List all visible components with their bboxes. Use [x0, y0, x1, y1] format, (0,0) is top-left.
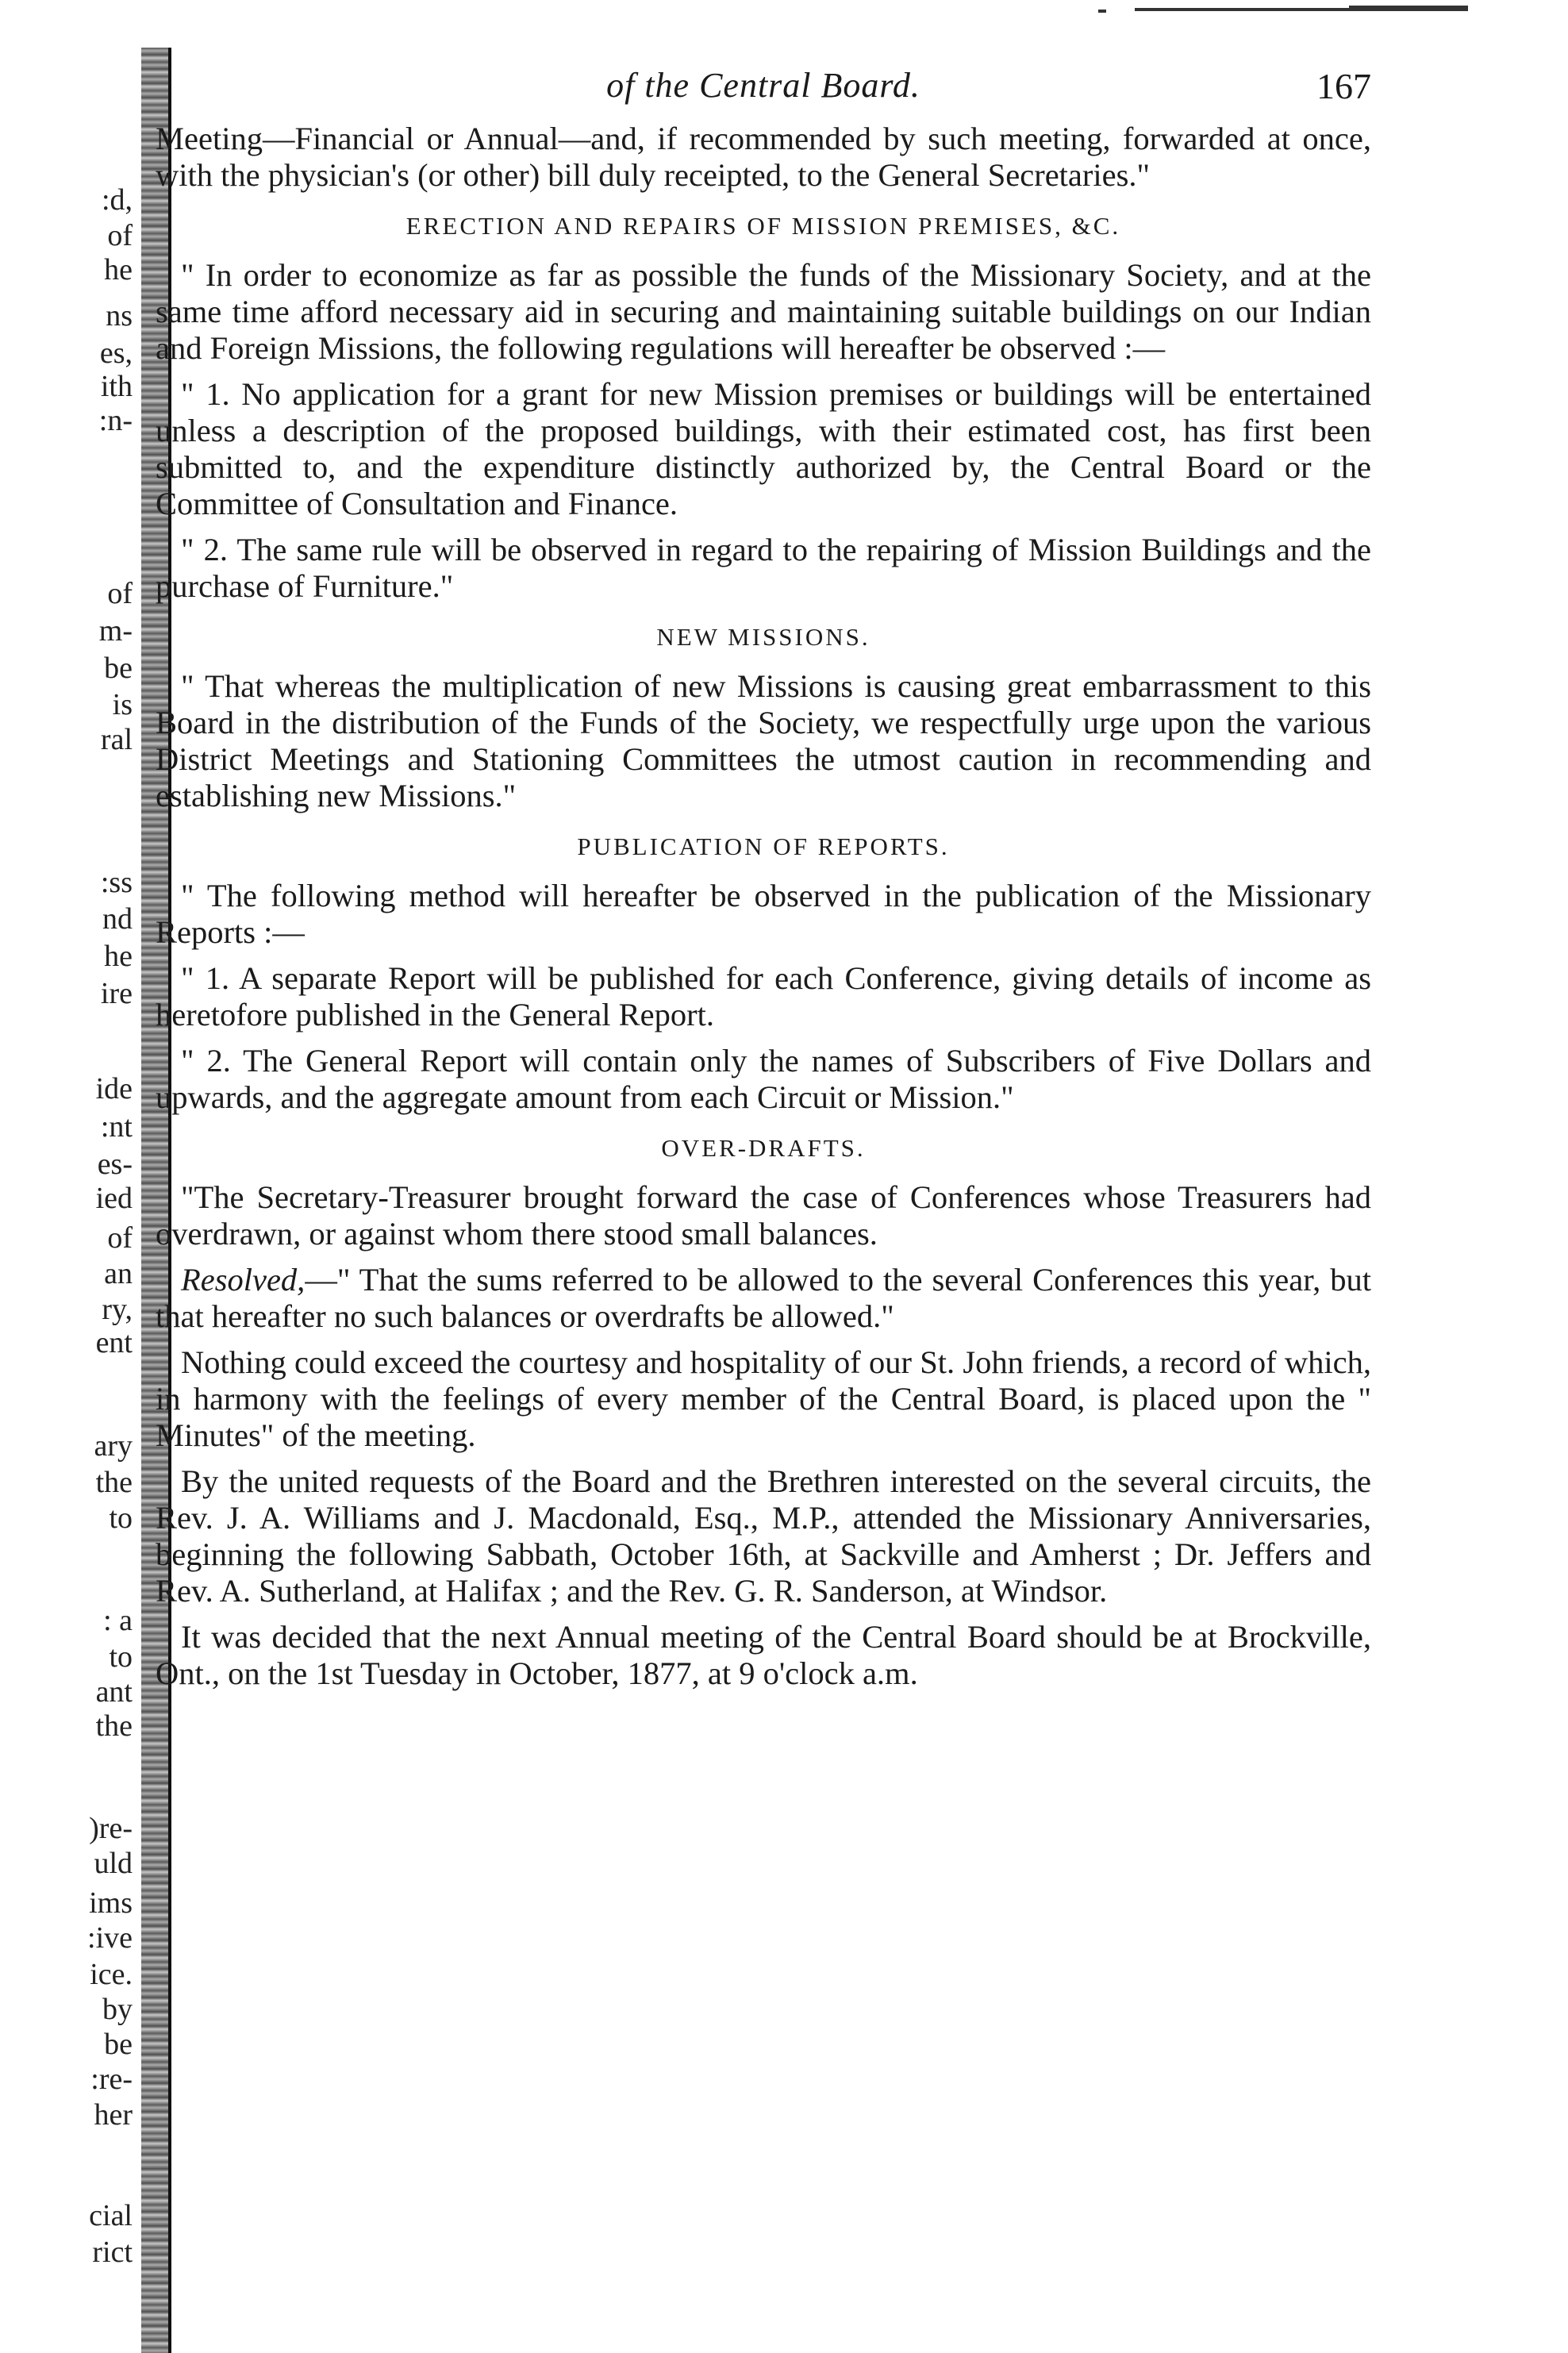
- paragraph: Nothing could exceed the courtesy and hospitality of our St. John friends, a record of which, in harmony with the feelings of every member of the Central Board, is placed upon the " Minutes" of the meeting.: [156, 1344, 1371, 1453]
- section-heading: ERECTION AND REPAIRS OF MISSION PREMISES, &C.: [405, 212, 1121, 240]
- resolved-lead: Resolved,: [181, 1262, 306, 1298]
- fragment: to: [109, 1501, 133, 1535]
- fragment: :d,: [101, 183, 133, 217]
- running-head: [156, 65, 1371, 121]
- paragraph: "The Secretary-Treasurer brought forward the case of Conferences whose Treasurers had overdrawn, or against whom there stood small balances.: [156, 1179, 1371, 1251]
- fragment: ral: [100, 723, 133, 756]
- running-head-title: of the Central Board.: [606, 66, 920, 105]
- paragraph: " 2. The General Report will contain only the names of Subscribers of Five Dollars and upwards, and the aggregate amount from each Circuit or Mission.": [156, 1043, 1371, 1115]
- fragment: ims: [89, 1886, 133, 1920]
- paragraph: " 2. The same rule will be observed in regard to the repairing of Mission Buildings and the purchase of Furniture.": [156, 532, 1371, 604]
- fragment: is: [112, 688, 133, 721]
- fragment: ant: [95, 1675, 133, 1709]
- fragment: ide: [95, 1072, 133, 1105]
- dash-mark: [1098, 10, 1106, 13]
- section-heading: PUBLICATION OF REPORTS.: [577, 832, 950, 860]
- section-heading: NEW MISSIONS.: [656, 623, 870, 651]
- fragment: es-: [97, 1148, 133, 1181]
- fragment: he: [104, 940, 133, 973]
- fragment: to: [109, 1640, 133, 1674]
- section-heading: OVER-DRAFTS.: [661, 1134, 866, 1162]
- fragment: ry,: [102, 1293, 133, 1326]
- fragment: )re-: [89, 1812, 133, 1845]
- fragment: uld: [94, 1847, 133, 1880]
- fragment: cial: [89, 2199, 133, 2232]
- top-rule-thick: [1349, 6, 1468, 11]
- fragment: the: [95, 1466, 133, 1499]
- facing-page-fragments: [0, 0, 139, 2353]
- fragment: rict: [92, 2236, 133, 2269]
- paragraph: By the united requests of the Board and the Brethren interested on the several circuits, the Rev. J. A. Williams and J. Macdonald, Esq., M.P., attended the Missionary Anniversaries, beginning the following Sabbath, October 16th, at Sackville and Amherst ; Dr. Jeffers and Rev. A. Sutherland, at Halifax ; and the Rev. G. R. Sanderson, at Windsor.: [156, 1463, 1371, 1609]
- fragment: her: [94, 2098, 133, 2132]
- fragment: ary: [94, 1429, 133, 1463]
- fragment: he: [104, 253, 133, 286]
- body-text: [156, 121, 1371, 1692]
- fragment: be: [104, 2028, 133, 2061]
- paragraph: Meeting—Financial or Annual—and, if recommended by such meeting, forwarded at once, with the physician's (or other) bill duly receipted, to the General Secretaries.": [156, 121, 1371, 193]
- fragment: :ss: [100, 866, 133, 899]
- fragment: of: [107, 577, 133, 610]
- page-number: 167: [1316, 66, 1371, 106]
- fragment: es,: [99, 336, 133, 370]
- fragment: :ive: [87, 1921, 133, 1955]
- fragment: ith: [100, 370, 133, 403]
- fragment: the: [95, 1709, 133, 1743]
- fragment: ent: [95, 1326, 133, 1359]
- fragment: ns: [106, 299, 133, 333]
- paragraph: " In order to economize as far as possible the funds of the Missionary Society, and at the same time afford necessary aid in securing and maintaining suitable buildings on our Indian and Foreign Missions, the following regulations will hereafter be observed :—: [156, 257, 1371, 366]
- fragment: ire: [100, 977, 133, 1010]
- fragment: : a: [103, 1604, 133, 1637]
- paragraph: " The following method will hereafter be observed in the publication of the Missionary Reports :—: [156, 878, 1371, 950]
- paragraph: " 1. No application for a grant for new Mission premises or buildings will be entertained unless a description of the proposed buildings, with their estimated cost, has first been submitted to, and the expenditure distinctly authorized by, the Central Board or the Committee of Consultation and Finance.: [156, 376, 1371, 521]
- fragment: :n-: [98, 404, 133, 437]
- fragment: :re-: [90, 2063, 133, 2096]
- fragment: of: [107, 1221, 133, 1255]
- fragment: ied: [95, 1182, 133, 1215]
- page-body: [156, 65, 1371, 1701]
- paragraph: " 1. A separate Report will be published for each Conference, giving details of income as heretofore published in the General Report.: [156, 960, 1371, 1032]
- paragraph: " That whereas the multiplication of new Missions is causing great embarrassment to this Board in the distribution of the Funds of the Society, we respectfully urge upon the various District Meetings and Stationing Committees the utmost caution in recommending and establishing new Missions.": [156, 668, 1371, 813]
- resolution-paragraph: [156, 1262, 1371, 1335]
- fragment: an: [104, 1257, 133, 1290]
- fragment: by: [102, 1993, 133, 2026]
- fragment: ice.: [90, 1958, 133, 1991]
- fragment: :nt: [100, 1110, 133, 1144]
- resolution-text: —" That the sums referred to be allowed to the several Conferences this year, but that hereafter no such balances or overdrafts be allowed.": [156, 1262, 1371, 1334]
- paragraph: It was decided that the next Annual meeting of the Central Board should be at Brockville, Ont., on the 1st Tuesday in October, 1877, at 9 o'clock a.m.: [156, 1619, 1371, 1691]
- fragment: nd: [102, 902, 133, 936]
- fragment: of: [107, 219, 133, 252]
- fragment: be: [104, 652, 133, 685]
- fragment: m-: [98, 614, 133, 648]
